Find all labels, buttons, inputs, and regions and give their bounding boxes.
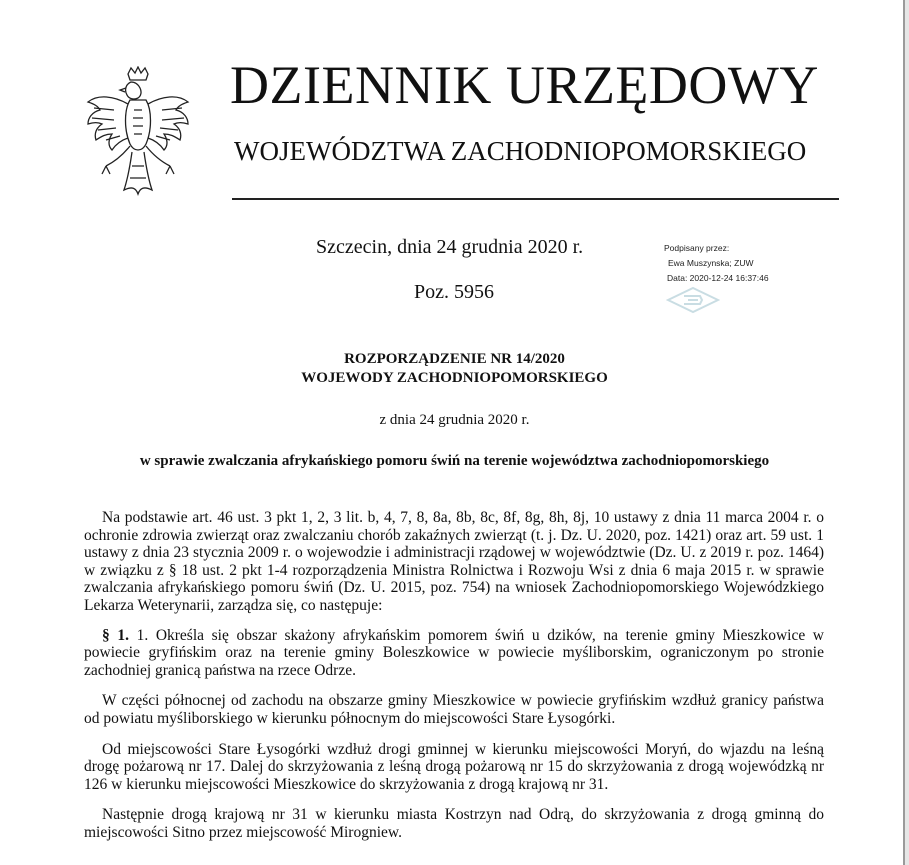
document-body xyxy=(84,509,824,855)
journal-subtitle: WOJEWÓDZTWA ZACHODNIOPOMORSKIEGO xyxy=(234,136,807,166)
signature-label: Podpisany przez: xyxy=(664,243,730,253)
act-title-line2: WOJEWODY ZACHODNIOPOMORSKIEGO xyxy=(301,370,608,386)
digital-signature-block xyxy=(664,241,769,286)
signature-stamp-icon xyxy=(666,286,720,314)
signature-signer: Ewa Muszynska; ZUW xyxy=(668,258,754,268)
section-1-mark: § 1. xyxy=(102,626,129,644)
section-1-text: 1. Określa się obszar skażony afrykańskim pomorem świń u dzików, na terenie gminy Mieszkowice w powiecie gryfińskim oraz na terenie gminy Boleszkowice w powiecie myśliborskim, ograniczonym po stronie zachodniej granicą państwa na rzece Odrze. xyxy=(84,626,824,679)
act-date: z dnia 24 grudnia 2020 r. xyxy=(379,412,530,428)
polish-eagle-emblem-icon xyxy=(84,66,192,198)
page-shadow xyxy=(905,0,909,865)
position-number: Poz. 5956 xyxy=(414,281,494,303)
place-date: Szczecin, dnia 24 grudnia 2020 r. xyxy=(316,236,584,258)
act-title-line1: ROZPORZĄDZENIE NR 14/2020 xyxy=(344,351,565,367)
section-1-paragraph xyxy=(84,627,824,680)
journal-title: DZIENNIK URZĘDOWY xyxy=(230,55,819,115)
act-subject: w sprawie zwalczania afrykańskiego pomoru świń na terenie województwa zachodniopomorskiego xyxy=(139,453,770,469)
boundary-paragraph-2: Od miejscowości Stare Łysogórki wzdłuż drogi gminnej w kierunku miejscowości Moryń, do wjazdu na leśną drogę pożarową nr 17. Dalej do skrzyżowania z leśną drogą pożarową nr 15 do skrzyżowania z drogą wojewódzką nr 126 w kierunku miejscowości Mieszkowice do skrzyżowania z drogą krajową nr 31. xyxy=(84,740,824,793)
header-divider xyxy=(232,198,839,200)
boundary-paragraph-1: W części północnej od zachodu na obszarze gminy Mieszkowice w powiecie gryfińskim wzdłuż granicy państwa od powiatu myśliborskiego w kierunku północnym do miejscowości Stare Łysogórki. xyxy=(84,692,824,727)
signature-date: Data: 2020-12-24 16:37:46 xyxy=(667,273,769,283)
preamble-paragraph: Na podstawie art. 46 ust. 3 pkt 1, 2, 3 lit. b, 4, 7, 8, 8a, 8b, 8c, 8f, 8g, 8h, 8j, 10 ustawy z dnia 11 marca 2004 r. o ochronie zdrowia zwierząt oraz zwalczaniu chorób zakaźnych zwierząt (t. j. Dz. U. 2020, poz. 1421) oraz art. 59 ust. 1 ustawy z dnia 23 stycznia 2009 r. o wojewodzie i administracji rządowej w województwie (Dz. U. z 2019 r. poz. 1464) w związku z § 18 ust. 2 pkt 1-4 rozporządzenia Ministra Rolnictwa i Rozwoju Wsi z dnia 6 maja 2015 r. w sprawie zwalczania afrykańskiego pomoru świń (Dz. U. 2015, poz. 754) na wniosek Zachodniopomorskiego Wojewódzkiego Lekarza Weterynarii, zarządza się, co następuje: xyxy=(84,509,824,614)
boundary-paragraph-3: Następnie drogą krajową nr 31 w kierunku miasta Kostrzyn nad Odrą, do skrzyżowania z drogą gminną do miejscowości Sitno przez miejscowość Mirogniew. xyxy=(84,806,824,841)
